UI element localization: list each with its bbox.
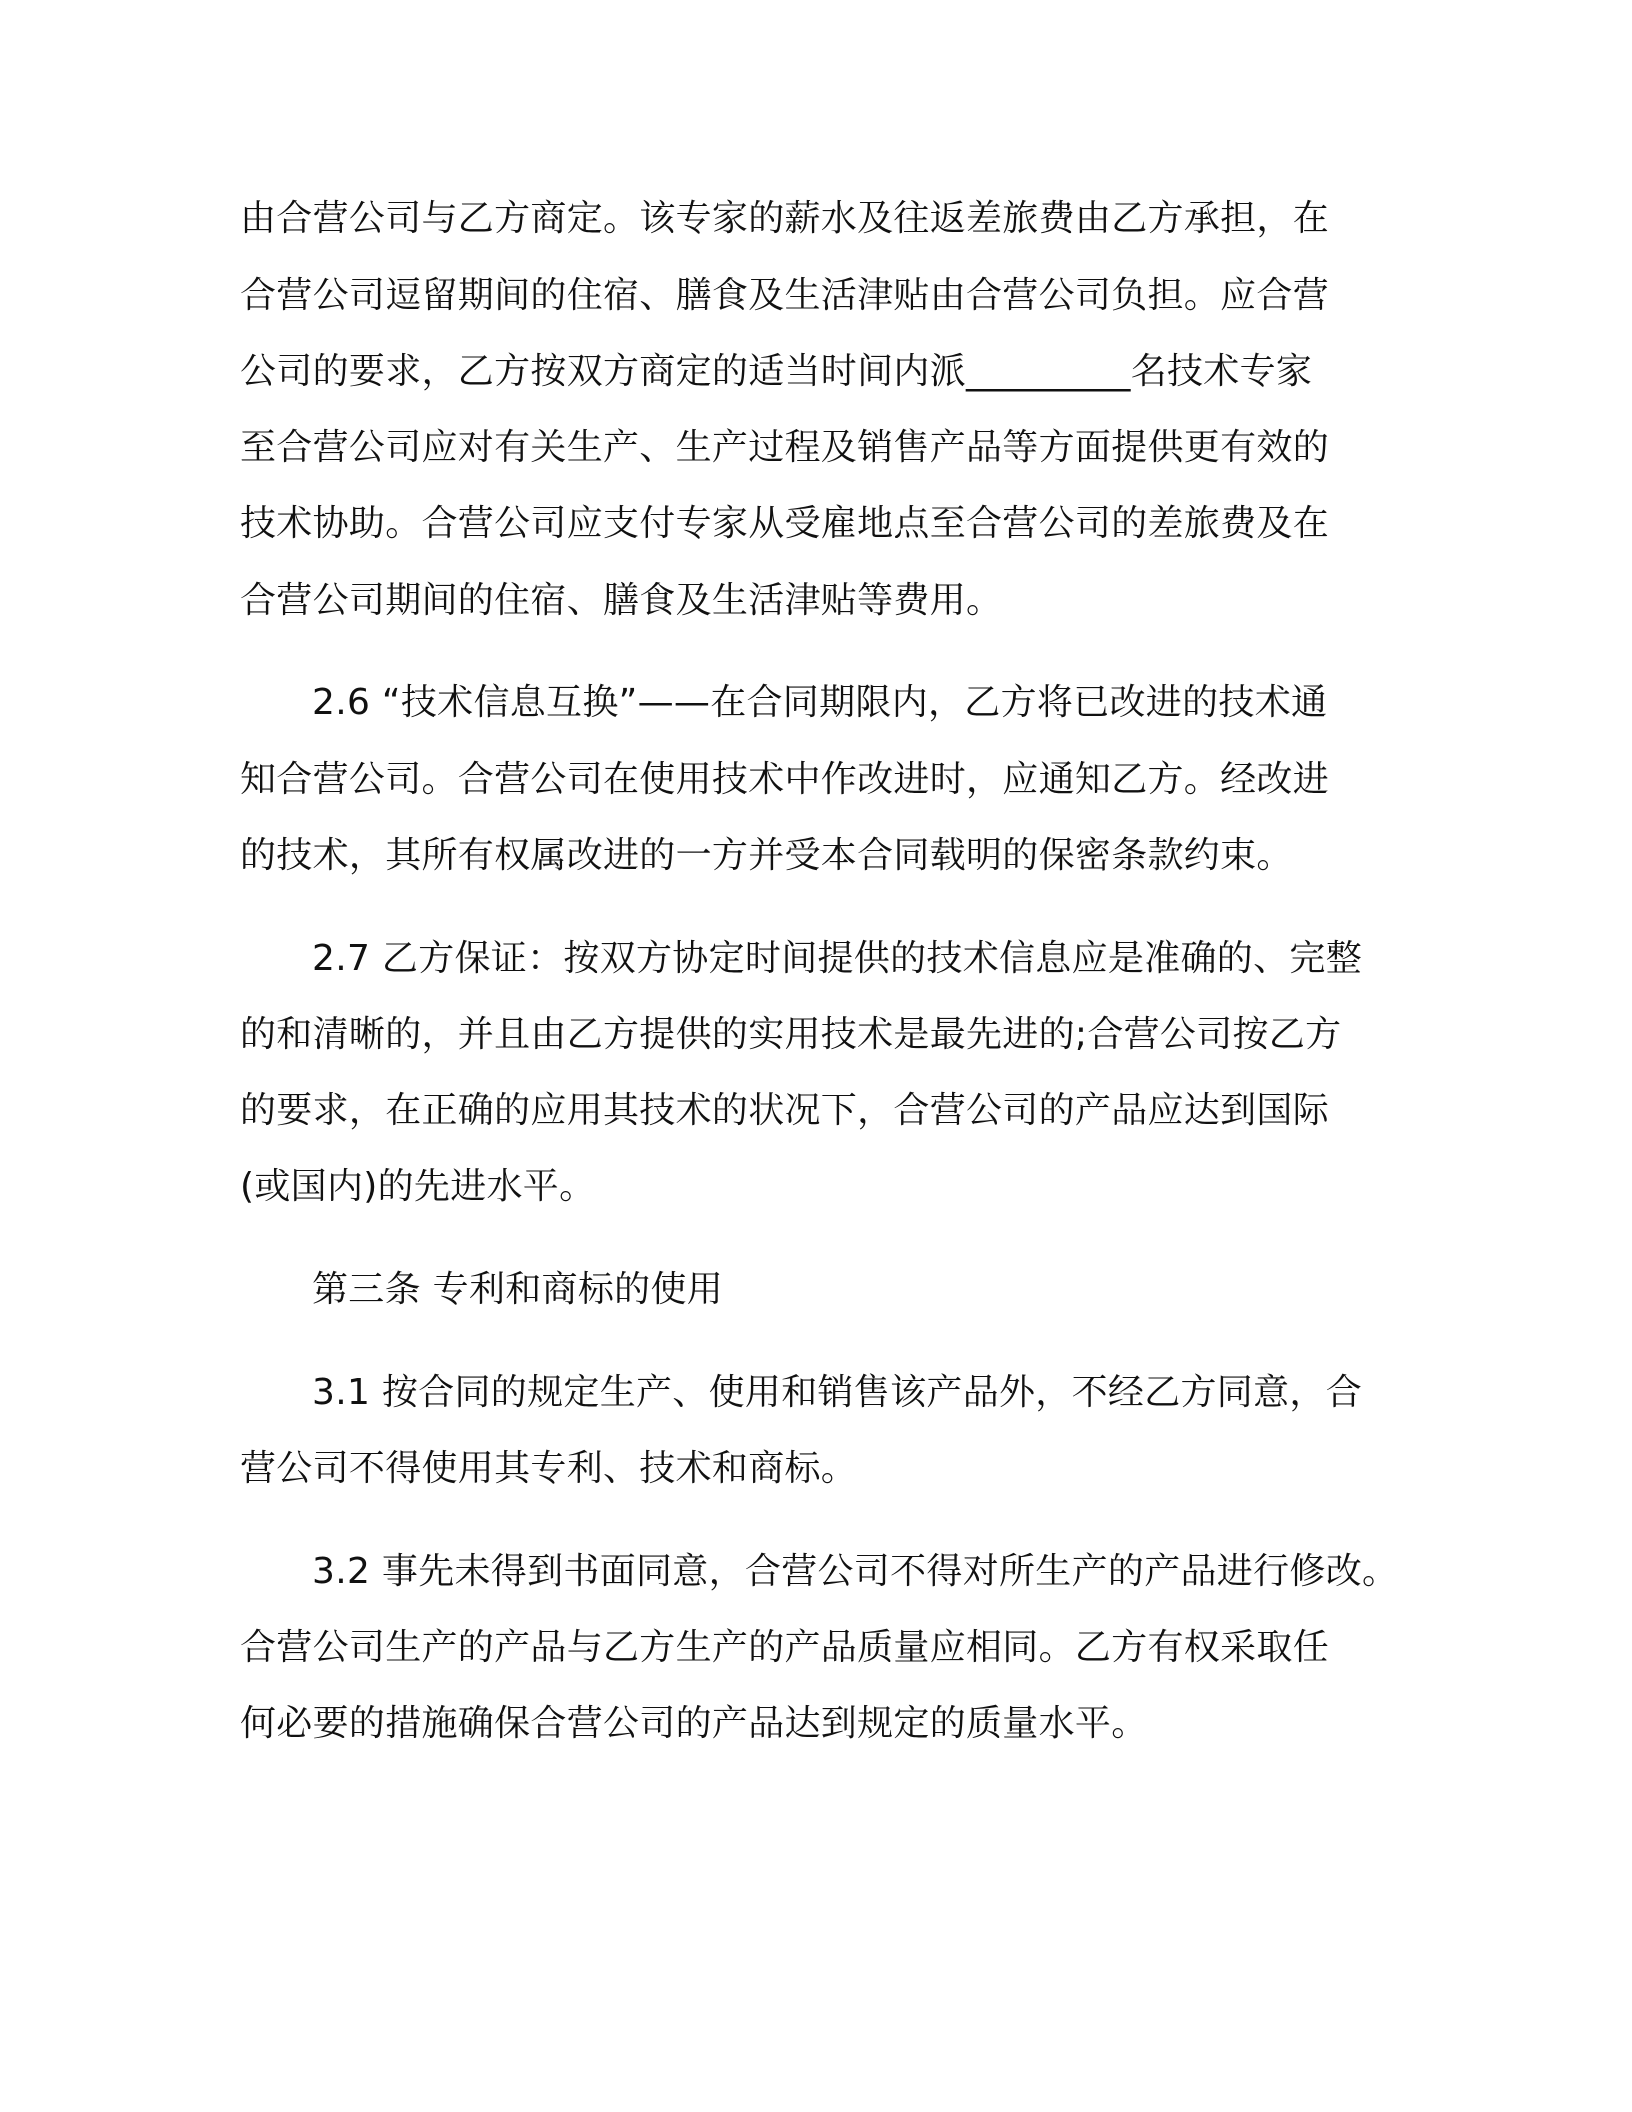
clause-2-6-line: 知合营公司。合营公司在使用技术中作改进时，应通知乙方。经改进 <box>240 759 1330 800</box>
clause-3-2-line: 合营公司生产的产品与乙方生产的产品质量应相同。乙方有权采取任 <box>240 1627 1330 1668</box>
clause-3-2-line: 3.2 事先未得到书面同意，合营公司不得对所生产的产品进行修改。 <box>312 1551 1399 1592</box>
clause-2-7-line: 的和清晰的，并且由乙方提供的实用技术是最先进的;合营公司按乙方 <box>240 1014 1342 1055</box>
paragraph-line: 至合营公司应对有关生产、生产过程及销售产品等方面提供更有效的 <box>240 427 1330 468</box>
clause-2-7-line: 2.7 乙方保证：按双方协定时间提供的技术信息应是准确的、完整 <box>312 938 1362 979</box>
paragraph-line: 公司的要求，乙方按双方商定的适当时间内派_________名技术专家 <box>240 351 1313 392</box>
article-3-heading: 第三条 专利和商标的使用 <box>312 1269 724 1310</box>
clause-3-1-line: 营公司不得使用其专利、技术和商标。 <box>240 1448 858 1489</box>
paragraph-line: 由合营公司与乙方商定。该专家的薪水及往返差旅费由乙方承担，在 <box>240 198 1330 239</box>
clause-3-1-line: 3.1 按合同的规定生产、使用和销售该产品外，不经乙方同意，合 <box>312 1372 1362 1413</box>
clause-2-6-line: 2.6 “技术信息互换”——在合同期限内，乙方将已改进的技术通 <box>312 682 1328 723</box>
clause-3-2-line: 何必要的措施确保合营公司的产品达到规定的质量水平。 <box>240 1703 1148 1744</box>
clause-2-7-line: 的要求，在正确的应用其技术的状况下，合营公司的产品应达到国际 <box>240 1090 1330 1131</box>
paragraph-line: 合营公司期间的住宿、膳食及生活津贴等费用。 <box>240 580 1003 621</box>
clause-2-6-line: 的技术，其所有权属改进的一方并受本合同载明的保密条款约束。 <box>240 835 1293 876</box>
paragraph-line: 技术协助。合营公司应支付专家从受雇地点至合营公司的差旅费及在 <box>240 503 1330 544</box>
clause-2-7-line: (或国内)的先进水平。 <box>240 1166 596 1207</box>
paragraph-line: 合营公司逗留期间的住宿、膳食及生活津贴由合营公司负担。应合营 <box>240 275 1330 316</box>
